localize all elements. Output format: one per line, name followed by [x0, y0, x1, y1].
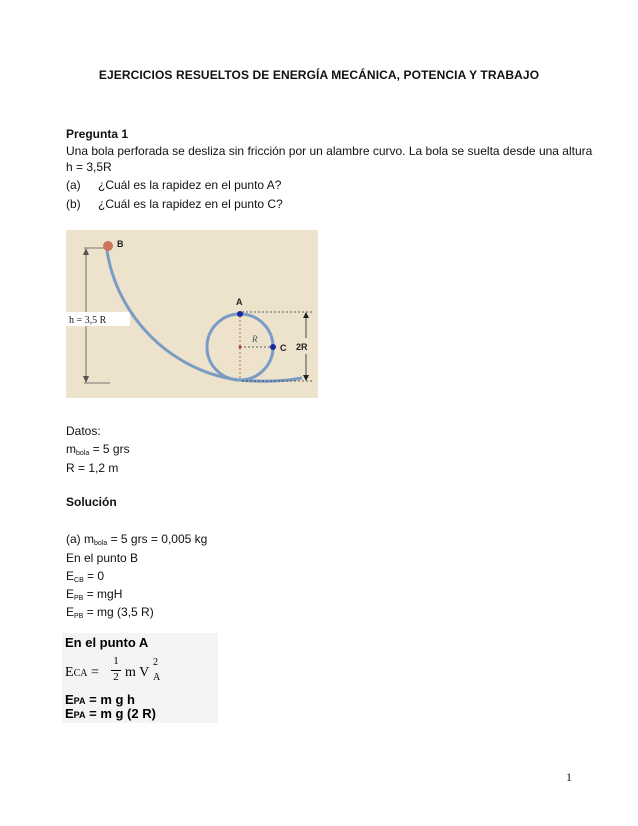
item-text: ¿Cuál es la rapidez en el punto C? [98, 197, 283, 211]
eca-symbol: E [65, 665, 74, 680]
energy-symbol: E [66, 569, 75, 583]
equation-image [62, 633, 218, 723]
point-c-dot [270, 344, 276, 350]
mass-subscript: bola [94, 540, 108, 547]
energy-subscript: PB [74, 595, 84, 602]
loop-track-figure [66, 230, 318, 398]
mass-symbol: m [66, 442, 76, 456]
height-arrow-head-up [83, 248, 89, 255]
track-ramp [106, 242, 302, 381]
mass-value: = 5 grs [89, 442, 130, 456]
fraction-numerator: 1 [113, 655, 119, 667]
energy-subscript: PB [74, 613, 84, 620]
solucion-heading: Solución [66, 495, 117, 509]
energy-symbol: E [66, 605, 75, 619]
energy-symbol: E [66, 587, 75, 601]
height-label: h = 3,5 R [69, 315, 107, 326]
diameter-arrow-head-up [303, 312, 309, 318]
eca-equals: = [87, 665, 99, 680]
energy-value: = m g h [85, 692, 135, 707]
potential-energy-equation-2 [65, 706, 156, 721]
page-title: EJERCICIOS RESUELTOS DE ENERGÍA MECÁNICA, POTENCIA Y TRABAJO [98, 68, 540, 82]
question-heading: Pregunta 1 [66, 127, 129, 141]
fraction-denominator: 2 [113, 671, 119, 683]
energy-value: = mg (3,5 R) [83, 605, 154, 619]
energy-value: = 0 [83, 569, 105, 583]
diameter-label: 2R [296, 342, 308, 352]
datos-mass [66, 441, 130, 462]
energy-value: = mgH [83, 587, 123, 601]
item-text: ¿Cuál es la rapidez en el punto A? [98, 178, 282, 192]
point-a-label: A [236, 297, 243, 307]
item-label: (a) [66, 178, 81, 192]
mass-subscript: bola [76, 450, 90, 457]
diameter-arrow-head-down [303, 375, 309, 381]
question-item-a [66, 177, 281, 194]
question-line-2: h = 3,5R [66, 160, 112, 174]
eca-superscript: 2 [153, 657, 158, 668]
datos-radius: R = 1,2 m [66, 461, 119, 475]
item-label: (b) [66, 197, 81, 211]
energy-subscript: PA [73, 710, 86, 720]
page-number: 1 [566, 770, 572, 784]
eca-rhs: m V [125, 665, 150, 680]
energy-symbol: E [65, 692, 74, 707]
radius-label: R [252, 334, 258, 344]
mass-value: = 5 grs = 0,005 kg [107, 532, 208, 546]
ball [103, 241, 113, 251]
question-line-1: Una bola perforada se desliza sin fricción por un alambre curvo. La bola se suelta desde una altura [66, 144, 593, 158]
energy-value: = m g (2 R) [85, 706, 156, 721]
loop-center [239, 346, 242, 349]
solucion-punto-b: En el punto B [66, 551, 139, 565]
solucion-epb-2 [66, 604, 154, 625]
eca-subscript: CA [73, 668, 88, 679]
energy-subscript: PA [73, 696, 86, 706]
point-c-label: C [280, 343, 287, 353]
equation-heading: En el punto A [65, 635, 149, 650]
energy-symbol: E [65, 706, 74, 721]
question-item-b [66, 196, 283, 213]
height-arrow-head-down [83, 376, 89, 383]
solucion-mass [66, 531, 207, 552]
datos-heading: Datos: [66, 424, 101, 438]
energy-subscript: CB [74, 577, 84, 584]
point-b-label: B [117, 239, 124, 249]
mass-symbol: (a) m [66, 532, 94, 546]
loop-track-diagram [66, 230, 318, 398]
eca-rhs-subscript: A [153, 672, 161, 683]
potential-energy-equation-1 [65, 692, 135, 707]
